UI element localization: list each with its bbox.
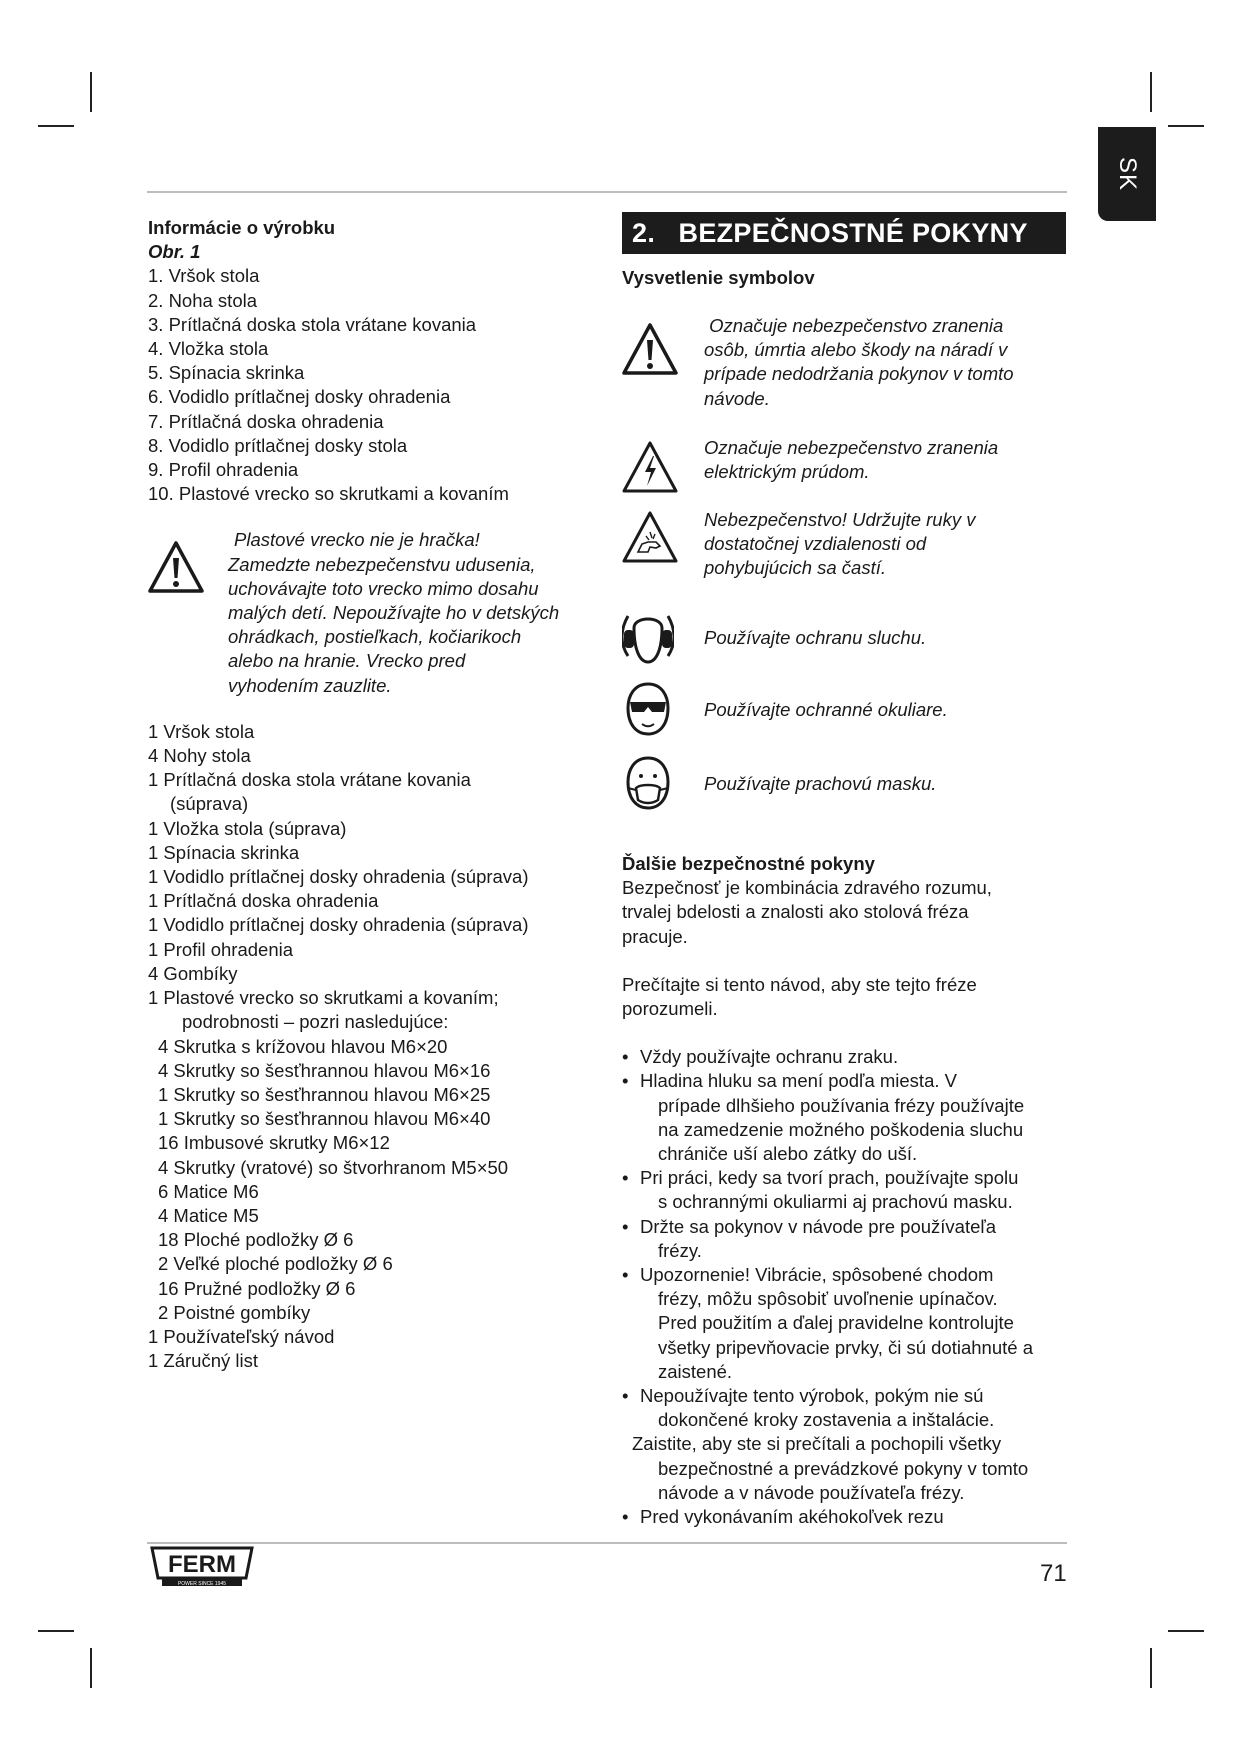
list-item: 1. Vršok stola: [148, 265, 260, 287]
list-item: podrobnosti – pozri nasledujúce:: [182, 1011, 449, 1033]
kit-list: [148, 720, 598, 1035]
header-rule: [147, 191, 1067, 193]
list-item: 8. Vodidlo prítlačnej dosky stola: [148, 434, 408, 456]
electric-hazard-icon: [622, 440, 678, 500]
symbol-text: návode.: [704, 387, 770, 409]
ear-protection-icon: [622, 608, 674, 672]
symbol-text: dostatočnej vzdialenosti od: [704, 533, 927, 555]
symbol-text: osôb, úmrtia alebo škody na náradí v: [704, 339, 1008, 361]
list-item: 1 Prítlačná doska stola vrátane kovania: [148, 769, 471, 791]
ferm-logo: [148, 1544, 256, 1586]
bullet-item: • Pred vykonávaním akéhokoľvek rezu: [622, 1506, 944, 1528]
list-item: 6. Vodidlo prítlačnej dosky ohradenia: [148, 386, 451, 408]
warning-line: vyhodením zauzlite.: [228, 674, 392, 696]
symbol-text: Nebezpečenstvo! Udržujte ruky v: [704, 509, 976, 530]
list-item: 5. Spínacia skrinka: [148, 362, 305, 384]
list-item: 7. Prítlačná doska ohradenia: [148, 410, 384, 432]
symbol-row: [622, 608, 1072, 668]
list-item: 1 Vodidlo prítlačnej dosky ohradenia (súprava): [148, 914, 529, 936]
list-item: 4 Gombíky: [148, 962, 238, 984]
list-item: 1 Vodidlo prítlačnej dosky ohradenia (súprava): [148, 866, 529, 888]
list-item: 4 Skrutky so šesťhrannou hlavou M6×16: [158, 1059, 491, 1081]
docs-list: [148, 1325, 598, 1373]
bag-warning: [148, 528, 598, 697]
language-label: SK: [1113, 156, 1141, 192]
paragraph-line: Prečítajte si tento návod, aby ste tejto fréze: [622, 973, 977, 995]
list-item: 4 Matice M5: [158, 1204, 259, 1226]
crop-mark: [1168, 1630, 1204, 1632]
list-item: 2 Poistné gombíky: [158, 1301, 311, 1323]
symbol-row: [622, 680, 1072, 740]
crop-mark: [90, 72, 92, 112]
parts-list: [148, 264, 598, 506]
symbol-text: Používajte ochranu sluchu.: [704, 627, 927, 648]
logo-text: FERM: [168, 1551, 236, 1578]
warning-line: malých detí. Nepoužívajte ho v detských: [228, 602, 560, 624]
bullet-item: • Hladina hluku sa mení podľa miesta. V prípade dlhšieho používania frézy používajte na zamedzenie možného poškodenia sluchu chrániče uší alebo zátky do uší.: [622, 1070, 1025, 1165]
list-item: 4. Vložka stola: [148, 338, 269, 360]
list-item: 10. Plastové vrecko so skrutkami a kovaním: [148, 483, 509, 505]
paragraph-line: trvalej bdelosti a znalosti ako stolová fréza: [622, 901, 969, 923]
page-number: 71: [1040, 1560, 1067, 1587]
symbol-row: [622, 508, 1072, 582]
warning-line: uchovávajte toto vrecko mimo dosahu: [228, 577, 539, 599]
safety-glasses-icon: [622, 680, 674, 744]
list-item: 1 Vložka stola (súprava): [148, 817, 347, 839]
crop-mark: [1150, 1648, 1152, 1688]
bullet-item: • Vždy používajte ochranu zraku.: [622, 1046, 899, 1068]
bullet-item: • Pri práci, kedy sa tvorí prach, používajte spolu s ochrannými okuliarmi aj prachovú masku.: [622, 1167, 1019, 1213]
crop-mark: [38, 125, 74, 127]
list-item: 1 Profil ohradenia: [148, 938, 294, 960]
crop-mark: [1150, 72, 1152, 112]
language-tab: [1098, 127, 1156, 221]
list-item: 4 Skrutka s krížovou hlavou M6×20: [158, 1035, 448, 1057]
crop-mark: [1168, 125, 1204, 127]
list-item: 4 Skrutky (vratové) so štvorhranom M5×50: [158, 1156, 509, 1178]
warning-triangle-icon: [622, 322, 678, 382]
paragraph-line: návode a v návode používateľa frézy.: [658, 1481, 965, 1503]
list-item: 16 Pružné podložky Ø 6: [158, 1277, 356, 1299]
symbol-row: [622, 314, 1072, 414]
list-item: 16 Imbusové skrutky M6×12: [158, 1132, 390, 1154]
list-item: 2 Veľké ploché podložky Ø 6: [158, 1253, 393, 1275]
symbol-text: Označuje nebezpečenstvo zranenia: [704, 315, 1004, 336]
list-item: 6 Matice M6: [158, 1180, 259, 1202]
list-item: (súprava): [170, 793, 249, 815]
footer-rule: [147, 1542, 1067, 1544]
figure-ref: Obr. 1: [148, 241, 201, 263]
warning-line: Plastové vrecko nie je hračka!: [234, 529, 480, 551]
right-column: [622, 212, 1072, 1532]
further-section: [622, 852, 1072, 1529]
list-item: 1 Záručný list: [148, 1350, 259, 1372]
left-column: [148, 216, 598, 1373]
list-item: 1 Používateľský návod: [148, 1325, 335, 1347]
paragraph-line: bezpečnostné a prevádzkové pokyny v tomto: [658, 1457, 1029, 1479]
paragraph-line: pracuje.: [622, 925, 688, 947]
list-item: 4 Nohy stola: [148, 745, 251, 767]
list-item: 1 Spínacia skrinka: [148, 841, 300, 863]
bullet-item: • Upozornenie! Vibrácie, spôsobené chodom frézy, môžu spôsobiť uvoľnenie upínačov. Pred použitím a ďalej pravidelne kontrolujte všetky pripevňovacie prvky, či sú dotiahnuté a zaistené.: [622, 1264, 1033, 1382]
symbols-title: Vysvetlenie symbolov: [622, 267, 815, 288]
paragraph-line: porozumeli.: [622, 998, 718, 1020]
list-item: 1 Plastové vrecko so skrutkami a kovaním;: [148, 987, 499, 1009]
safety-bullets: [622, 1045, 1072, 1432]
warning-triangle-icon: [148, 528, 228, 600]
warning-line: ohrádkach, postieľkach, kočiarikoch: [228, 626, 522, 648]
symbol-text: prípade nedodržania pokynov v tomto: [704, 363, 1014, 385]
crop-mark: [38, 1630, 74, 1632]
crop-mark: [90, 1648, 92, 1688]
list-item: 9. Profil ohradenia: [148, 459, 299, 481]
symbol-text: Používajte prachovú masku.: [704, 773, 937, 794]
symbol-text: Označuje nebezpečenstvo zranenia: [704, 437, 999, 458]
warning-line: alebo na hranie. Vrecko pred: [228, 650, 466, 672]
bullet-item: • Držte sa pokynov v návode pre používateľa frézy.: [622, 1215, 997, 1261]
symbol-text: Používajte ochranné okuliare.: [704, 699, 948, 720]
list-item: 1 Vršok stola: [148, 720, 255, 742]
further-title: Ďalšie bezpečnostné pokyny: [622, 853, 875, 874]
list-item: 1 Skrutky so šesťhrannou hlavou M6×25: [158, 1083, 491, 1105]
bullet-item: • Nepoužívajte tento výrobok, pokým nie sú dokončené kroky zostavenia a inštalácie.: [622, 1385, 995, 1431]
safety-bullets-tail: [622, 1505, 1072, 1529]
product-info-title: Informácie o výrobku: [148, 217, 336, 238]
symbol-row: [622, 436, 1072, 498]
ensure-block: [622, 1432, 1072, 1505]
section-title: 2. BEZPEČNOSTNÉ POKYNY: [622, 212, 1066, 254]
symbol-text: elektrickým prúdom.: [704, 461, 870, 483]
warning-line: Zamedzte nebezpečenstvu udusenia,: [228, 553, 536, 575]
list-item: 1 Skrutky so šesťhrannou hlavou M6×40: [158, 1108, 491, 1130]
list-item: 1 Prítlačná doska ohradenia: [148, 890, 379, 912]
list-item: 18 Ploché podložky Ø 6: [158, 1229, 354, 1251]
logo-tagline: POWER SINCE 1945: [177, 1581, 227, 1587]
hand-hazard-icon: [622, 510, 678, 570]
paragraph-line: Bezpečnosť je kombinácia zdravého rozumu,: [622, 877, 992, 899]
hardware-list: [148, 1035, 598, 1325]
list-item: 3. Prítlačná doska stola vrátane kovania: [148, 313, 477, 335]
symbol-text: pohybujúcich sa častí.: [704, 557, 887, 579]
symbol-row: [622, 754, 1072, 814]
dust-mask-icon: [622, 754, 674, 818]
paragraph-line: Zaistite, aby ste si prečítali a pochopili všetky: [632, 1433, 1002, 1455]
list-item: 2. Noha stola: [148, 289, 258, 311]
